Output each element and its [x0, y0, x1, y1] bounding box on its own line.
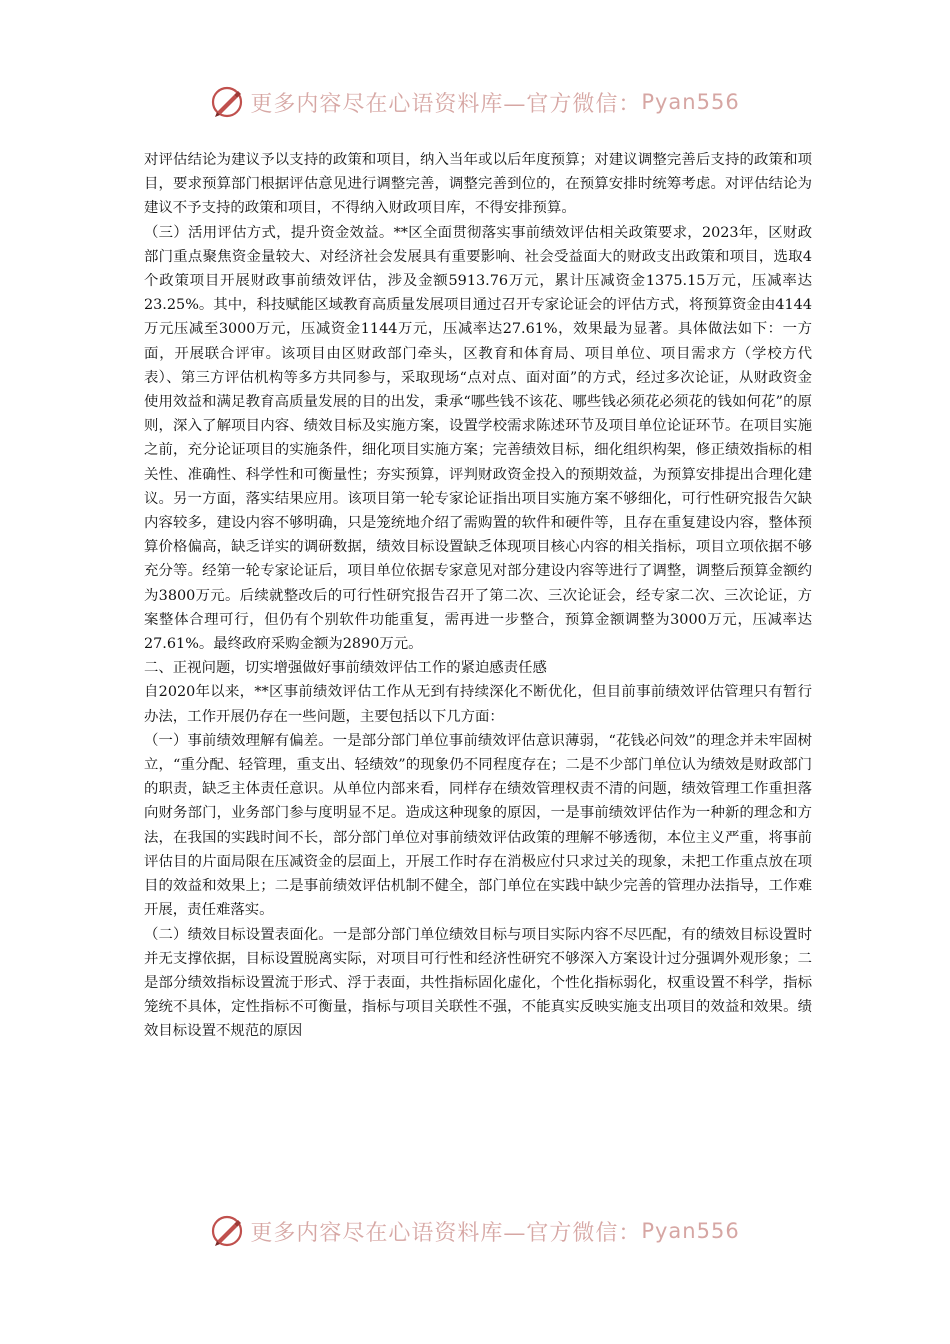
- section-heading-two: 二、正视问题，切实增强做好事前绩效评估工作的紧迫感责任感: [144, 660, 547, 677]
- paragraph-evaluation-methods: （三）活用评估方式，提升资金效益。**区全面贯彻落实事前绩效评估相关政策要求，2023年，区财政部门重点聚焦资金量较大、对经济社会发展具有重要影响、社会受益面大的财政支出政策和项目，选取4个政策项目开展财政事前绩效评估，涉及金额5913.76万元，累计压减资金1375.15万元，压减率达23.25%。其中，科技赋能区域教育高质量发展项目通过召开专家论证会的评估方式，将预算资金由4144万元压减至3000万元，压减资金1144万元，压减率达27.61%，效果最为显著。具体做法如下：一方面，开展联合评审。该项目由区财政部门牵头，区教育和体育局、项目单位、项目需求方（学校方代表）、第三方评估机构等多方共同参与，采取现场“点对点、面对面”的方式，经过多次论证，从财政资金使用效益和满足教育高质量发展的目的出发，秉承“哪些钱不该花、哪些钱必须花必须花的钱如何花”的原则，深入了解项目内容、绩效目标及实施方案，设置学校需求陈述环节及项目单位论证环节。在项目实施之前，充分论证项目的实施条件，细化项目实施方案；完善绩效目标，细化组织构架，修正绩效指标的相关性、准确性、科学性和可衡量性；夯实预算，评判财政资金投入的预期效益，为预算安排提出合理化建议。另一方面，落实结果应用。该项目第一轮专家论证指出项目实施方案不够细化，可行性研究报告欠缺内容较多，建设内容不够明确，只是笼统地介绍了需购置的软件和硬件等，且存在重复建设内容，整体预算价格偏高，缺乏详实的调研数据，绩效目标设置缺乏体现项目核心内容的相关指标，项目立项依据不够充分等。经第一轮专家论证后，项目单位依据专家意见对部分建设内容等进行了调整，调整后预算金额约为3800万元。后续就整改后的可行性研究报告召开了第二次、三次论证会，经专家二次、三次论证，方案整体合理可行，但仍有个别软件功能重复，需再进一步整合，预算金额调整为3000万元，压减率达27.61%。最终政府采购金额为2890万元。: [144, 224, 812, 653]
- header-banner-wechat: Pyan556: [641, 90, 740, 114]
- document-body: [144, 148, 812, 1044]
- footer-banner-text: 更多内容尽在心语资料库—官方微信：: [250, 1220, 642, 1246]
- pen-logo-icon: [210, 1214, 244, 1248]
- pen-logo-icon: [210, 85, 244, 119]
- paragraph-target-setting: （二）绩效目标设置表面化。一是部分部门单位绩效目标与项目实际内容不尽匹配，有的绩效目标设置时并无支撑依据，目标设置脱离实际，对项目可行性和经济性研究不够深入方案设计过分强调外观形象；二是部分绩效指标设置流于形式、浮于表面，共性指标固化虚化，个性化指标弱化，权重设置不科学，指标笼统不具体，定性指标不可衡量，指标与项目关联性不强，不能真实反映实施支出项目的效益和效果。绩效目标设置不规范的原因: [144, 926, 812, 1040]
- paragraph-budget-conclusion: 对评估结论为建议予以支持的政策和项目，纳入当年或以后年度预算；对建议调整完善后支持的政策和项目，要求预算部门根据评估意见进行调整完善，调整完善到位的，在预算安排时统筹考虑。对评估结论为建议不予支持的政策和项目，不得纳入财政项目库，不得安排预算。: [144, 152, 812, 217]
- footer-banner-wechat: Pyan556: [641, 1219, 740, 1243]
- paragraph-understanding-bias: （一）事前绩效理解有偏差。一是部分部门单位事前绩效评估意识薄弱，“花钱必问效”的理念并未牢固树立，“重分配、轻管理，重支出、轻绩效”的现象仍不同程度存在；二是不少部门单位认为绩效是财政部门的职责，缺乏主体责任意识。从单位内部来看，同样存在绩效管理权责不清的问题，绩效管理工作重担落向财务部门，业务部门参与度明显不足。造成这种现象的原因，一是事前绩效评估作为一种新的理念和方法，在我国的实践时间不长，部分部门单位对事前绩效评估政策的理解不够透彻，本位主义严重，将事前评估目的片面局限在压减资金的层面上，开展工作时存在消极应付只求过关的现象，未把工作重点放在项目的效益和效果上；二是事前绩效评估机制不健全，部门单位在实践中缺少完善的管理办法指导，工作难开展，责任难落实。: [144, 732, 812, 919]
- paragraph-section-intro: 自2020年以来，**区事前绩效评估工作从无到有持续深化不断优化，但目前事前绩效评估管理只有暂行办法，工作开展仍存在一些问题，主要包括以下几方面：: [144, 684, 812, 725]
- header-banner-text: 更多内容尽在心语资料库—官方微信：: [250, 91, 642, 117]
- footer-banner: [0, 1211, 950, 1251]
- header-banner: [0, 82, 950, 122]
